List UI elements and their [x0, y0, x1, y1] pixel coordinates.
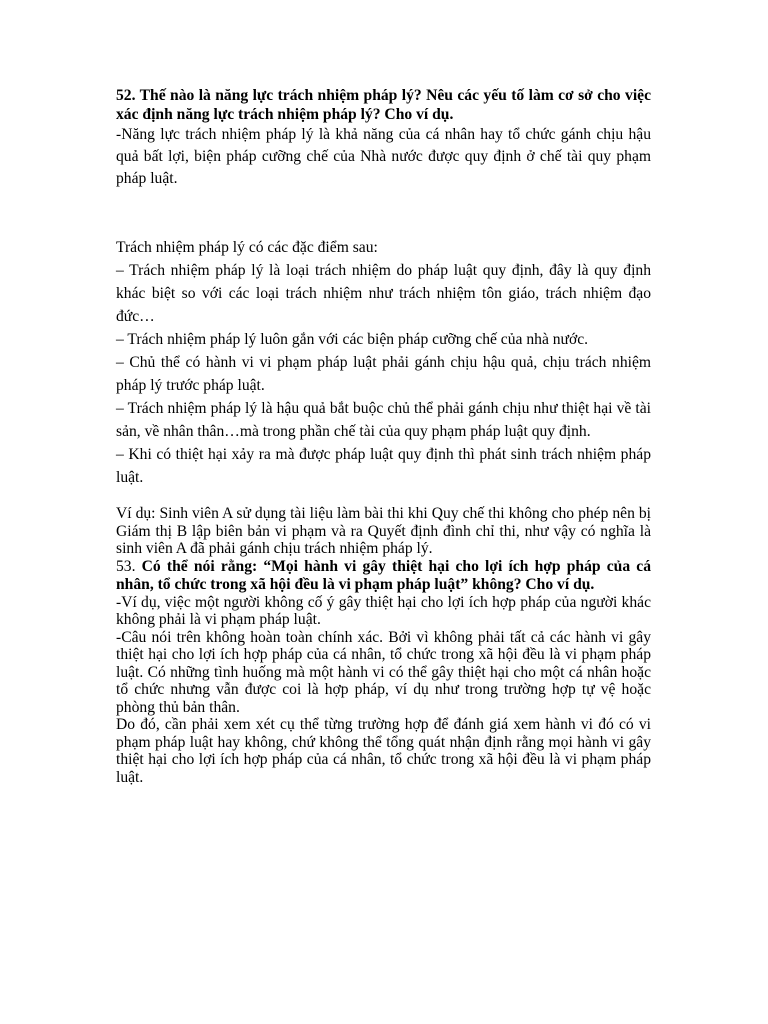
question-53-heading: [116, 558, 651, 594]
document-page: [116, 86, 651, 786]
question-53-number: 53.: [116, 557, 142, 575]
features-section: [116, 236, 651, 489]
feature-item: – Trách nhiệm pháp lý là loại trách nhiệm do pháp luật quy định, đây là quy định khác biệt so với các loại trách nhiệm như trách nhiệm tôn giáo, trách nhiệm đạo đức…: [116, 262, 651, 325]
question-53-conclusion: Do đó, cần phải xem xét cụ thể từng trường hợp để đánh giá xem hành vi đó có vi phạm pháp luật hay không, chứ không thể tổng quát nhận định rằng mọi hành vi gây thiệt hại cho lợi ích hợp pháp của cá nhân, tổ chức trong xã hội đều là vi phạm pháp luật.: [116, 716, 651, 786]
question-52-example: Ví dụ: Sinh viên A sử dụng tài liệu làm bài thi khi Quy chế thi không cho phép nên bị Giám thị B lập biên bản vi phạm và ra Quyết định đình chỉ thi, như vậy có nghĩa là sinh viên A đã phải gánh chịu trách nhiệm pháp lý.: [116, 505, 651, 557]
feature-item: – Chủ thể có hành vi vi phạm pháp luật phải gánh chịu hậu quả, chịu trách nhiệm pháp lý trước pháp luật.: [116, 354, 651, 394]
question-53-title: Có thể nói rằng: “Mọi hành vi gây thiệt hại cho lợi ích hợp pháp của cá nhân, tổ chức trong xã hội đều là vi phạm pháp luật” không? Cho ví dụ.: [116, 557, 652, 593]
question-52-heading: 52. Thế nào là năng lực trách nhiệm pháp lý? Nêu các yếu tố làm cơ sở cho việc xác định năng lực trách nhiệm pháp lý? Cho ví dụ.: [116, 87, 651, 123]
question-53-example: -Ví dụ, việc một người không cố ý gây thiệt hại cho lợi ích hợp pháp của người khác không phải là vi phạm pháp luật.: [116, 593, 651, 628]
spacer: [116, 489, 651, 505]
features-intro: Trách nhiệm pháp lý có các đặc điểm sau:: [116, 239, 378, 256]
question-53-answer: -Câu nói trên không hoàn toàn chính xác. Bởi vì không phải tất cả các hành vi gây thiệt hại cho lợi ích hợp pháp của cá nhân, tổ chức trong xã hội đều là vi phạm pháp luật. Có những tình huống mà một hành vi có thể gây thiệt hại cho một cá nhân hoặc tổ chức nhưng vẫn được coi là hợp pháp, ví dụ như trong trường hợp tự vệ hoặc phòng thủ bản thân.: [116, 628, 651, 716]
feature-item: – Trách nhiệm pháp lý là hậu quả bắt buộc chủ thể phải gánh chịu như thiệt hại về tài sản, về nhân thân…mà trong phần chế tài của quy phạm pháp luật quy định.: [116, 400, 651, 440]
question-52-definition: -Năng lực trách nhiệm pháp lý là khả năng của cá nhân hay tổ chức gánh chịu hậu quả bất lợi, biện pháp cưỡng chế của Nhà nước được quy định ở chế tài quy phạm pháp luật.: [116, 126, 651, 187]
feature-item: – Khi có thiệt hại xảy ra mà được pháp luật quy định thì phát sinh trách nhiệm pháp luật.: [116, 446, 651, 486]
feature-item: – Trách nhiệm pháp lý luôn gắn với các biện pháp cưỡng chế của nhà nước.: [116, 331, 589, 348]
spacer: [116, 190, 651, 236]
